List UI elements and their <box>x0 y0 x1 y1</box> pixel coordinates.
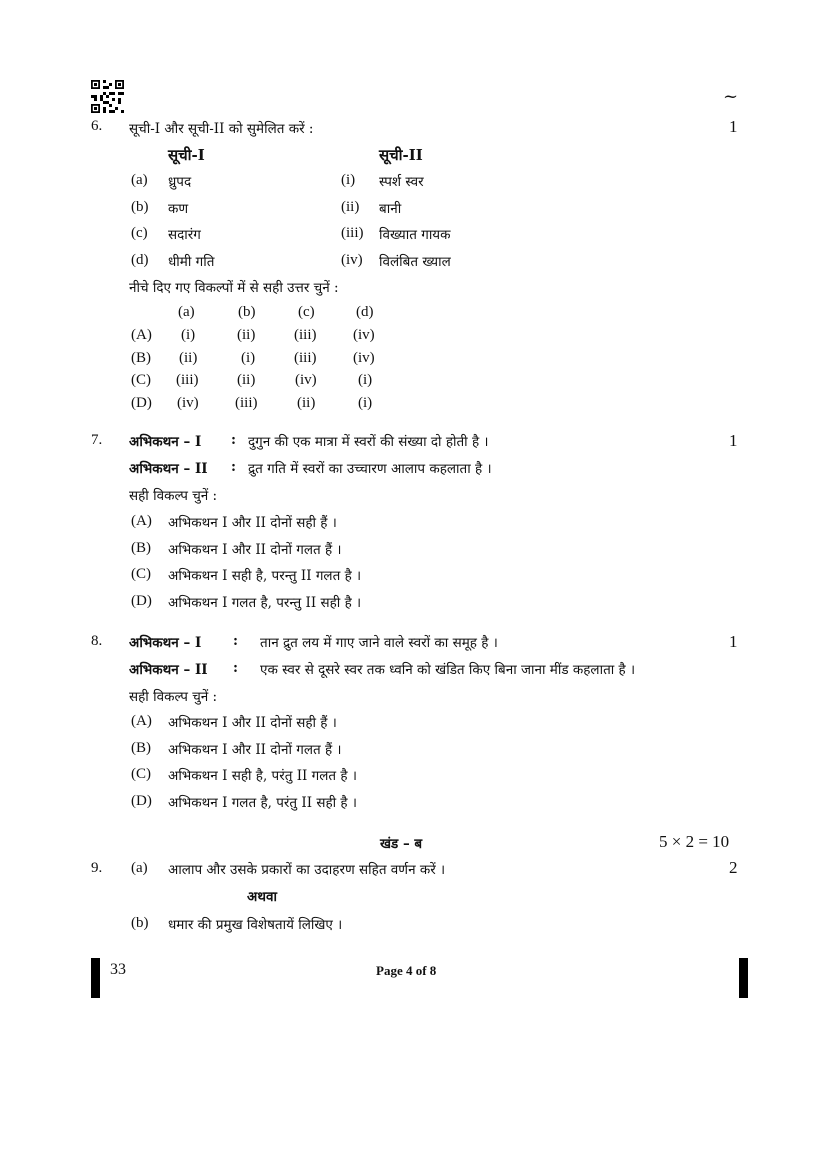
q8-reason-colon: : <box>233 660 238 676</box>
q7-option-text: अभिकथन I और II दोनों सही हैं । <box>168 515 337 531</box>
section-marks: 5 × 2 = 10 <box>659 832 730 851</box>
list2-label-iii: (iii) <box>341 225 364 241</box>
list1-item-d: धीमी गति <box>168 254 215 270</box>
q9-number: 9. <box>91 860 103 876</box>
grid-cell: (i) <box>181 327 196 343</box>
list1-label-c: (c) <box>131 225 148 241</box>
q7-assertion-label: अभिकथन – I <box>129 434 202 450</box>
q8-option-label: (C) <box>131 766 151 782</box>
q7-option-text: अभिकथन I और II दोनों गलत हैं । <box>168 542 342 558</box>
list1-item-c: सदारंग <box>168 227 201 243</box>
q6-marks: 1 <box>729 117 738 136</box>
grid-cell: (ii) <box>237 327 256 343</box>
list1-item-b: कण <box>168 201 189 217</box>
grid-row-label: (A) <box>131 327 152 343</box>
q8-marks: 1 <box>729 632 738 651</box>
q8-option-label: (A) <box>131 713 152 729</box>
grid-row-label: (C) <box>131 372 151 388</box>
list2-item-i: स्पर्श स्वर <box>379 174 424 190</box>
q8-reason-text: एक स्वर से दूसरे स्वर तक ध्वनि को खंडित किए बिना जाना मींड कहलाता है । <box>260 662 636 678</box>
grid-header: (c) <box>298 304 315 320</box>
q9-a-label: (a) <box>131 860 148 876</box>
footer-code: 33 <box>110 961 126 978</box>
grid-header: (a) <box>178 304 195 320</box>
q7-option-text: अभिकथन I गलत है, परन्तु II सही है । <box>168 595 362 611</box>
grid-cell: (ii) <box>237 372 256 388</box>
grid-cell: (i) <box>358 372 373 388</box>
q8-option-text: अभिकथन I गलत है, परंतु II सही है । <box>168 795 357 811</box>
grid-cell: (iv) <box>177 395 199 411</box>
grid-cell: (iv) <box>353 350 375 366</box>
q8-option-text: अभिकथन I और II दोनों गलत हैं । <box>168 742 342 758</box>
q7-assertion-text: दुगुन की एक मात्रा में स्वरों की संख्या दो होती है । <box>248 434 489 450</box>
q7-option-label: (B) <box>131 540 151 556</box>
grid-cell: (ii) <box>179 350 198 366</box>
q7-marks: 1 <box>729 431 738 450</box>
grid-cell: (iv) <box>353 327 375 343</box>
section-title: खंड – ब <box>380 836 423 852</box>
list2-item-ii: बानी <box>379 201 402 217</box>
q7-reason-colon: : <box>231 459 236 475</box>
q7-reason-label: अभिकथन – II <box>129 461 208 477</box>
q9-a-text: आलाप और उसके प्रकारों का उदाहरण सहित वर्णन करें । <box>168 862 446 878</box>
grid-cell: (i) <box>241 350 256 366</box>
grid-row-label: (D) <box>131 395 152 411</box>
grid-header: (d) <box>356 304 374 320</box>
list2-label-ii: (ii) <box>341 199 360 215</box>
list2-item-iii: विख्यात गायक <box>379 227 451 243</box>
list2-title: सूची-II <box>379 146 423 164</box>
q7-reason-text: द्रुत गति में स्वरों का उच्चारण आलाप कहलाता है । <box>248 461 492 477</box>
q8-assertion-label: अभिकथन – I <box>129 635 202 651</box>
footer-page: Page 4 of 8 <box>376 963 437 978</box>
q8-reason-label: अभिकथन – II <box>129 662 208 678</box>
q9-b-text: धमार की प्रमुख विशेषतायें लिखिए । <box>168 917 343 933</box>
q8-assertion-text: तान द्रुत लय में गाए जाने वाले स्वरों का समूह है । <box>260 635 498 651</box>
q9-or: अथवा <box>247 889 277 905</box>
q7-option-label: (C) <box>131 566 151 582</box>
q8-option-label: (D) <box>131 793 152 809</box>
q9-b-label: (b) <box>131 915 149 931</box>
list1-label-a: (a) <box>131 172 148 188</box>
q8-option-label: (B) <box>131 740 151 756</box>
grid-row-label: (B) <box>131 350 151 366</box>
list1-item-a: ध्रुपद <box>168 174 192 190</box>
grid-cell: (iii) <box>176 372 199 388</box>
q8-option-text: अभिकथन I और II दोनों सही हैं । <box>168 715 337 731</box>
q7-option-text: अभिकथन I सही है, परन्तु II गलत है । <box>168 568 362 584</box>
grid-cell: (iii) <box>294 327 317 343</box>
grid-cell: (iii) <box>235 395 258 411</box>
qr-code-icon <box>91 80 124 113</box>
list1-title: सूची-I <box>168 146 205 164</box>
q7-number: 7. <box>91 432 103 448</box>
list2-label-iv: (iv) <box>341 252 363 268</box>
list1-label-d: (d) <box>131 252 149 268</box>
list2-label-i: (i) <box>341 172 356 188</box>
q8-assertion-colon: : <box>233 633 238 649</box>
grid-cell: (iii) <box>294 350 317 366</box>
q6-text: सूची-I और सूची-II को सुमेलित करें : <box>129 121 314 137</box>
q7-assertion-colon: : <box>231 432 236 448</box>
q9-marks: 2 <box>729 858 738 877</box>
q8-option-text: अभिकथन I सही है, परंतु II गलत है । <box>168 768 357 784</box>
grid-cell: (i) <box>358 395 373 411</box>
q7-option-label: (A) <box>131 513 152 529</box>
grid-header: (b) <box>238 304 256 320</box>
grid-cell: (ii) <box>297 395 316 411</box>
q6-instruction: नीचे दिए गए विकल्पों में से सही उत्तर चुनें : <box>129 280 339 296</box>
footer-left-bar <box>91 958 100 998</box>
q7-option-label: (D) <box>131 593 152 609</box>
list1-label-b: (b) <box>131 199 149 215</box>
q8-number: 8. <box>91 633 103 649</box>
footer-right-bar <box>739 958 748 998</box>
q7-instruction: सही विकल्प चुनें : <box>129 488 218 504</box>
q8-instruction: सही विकल्प चुनें : <box>129 689 218 705</box>
q6-number: 6. <box>91 118 103 134</box>
list2-item-iv: विलंबित ख्याल <box>379 254 451 270</box>
grid-cell: (iv) <box>295 372 317 388</box>
header-tilde: ~ <box>723 86 739 107</box>
